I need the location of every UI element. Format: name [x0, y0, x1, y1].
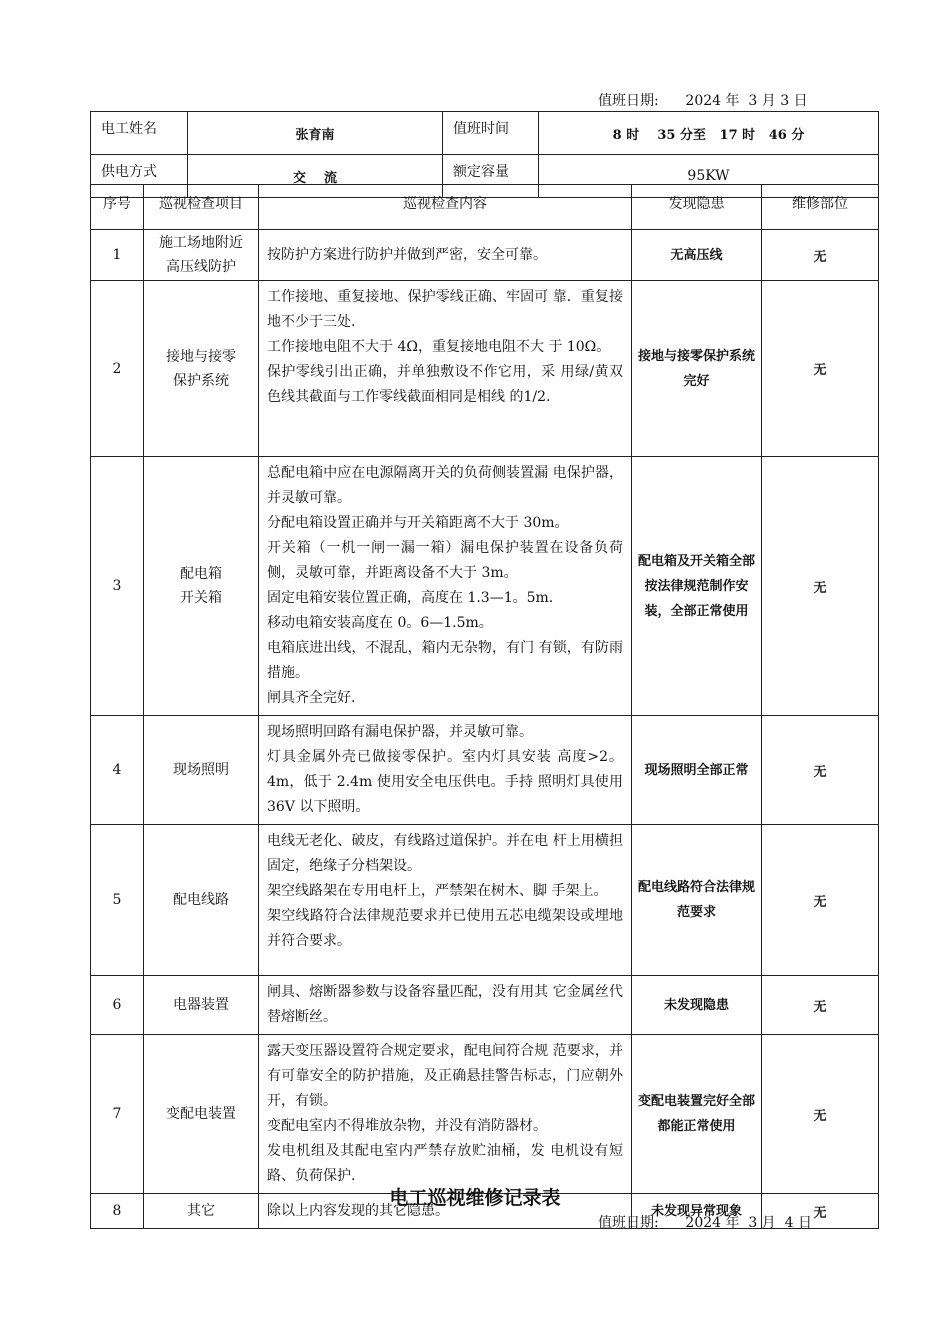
- row-content: [259, 457, 632, 716]
- content-line: 分配电箱设置正确并与开关箱距离不大于 30m。: [267, 515, 569, 531]
- duty-time-label: 值班时间: [443, 112, 539, 155]
- content-line: 电线无老化、破皮，有线路过道保护。并在电 杆上用横担固定，绝缘子分档架设。: [267, 833, 623, 874]
- row-serial: 1: [91, 230, 144, 281]
- duty-date-bottom: [598, 1212, 812, 1232]
- header-repair-location: 维修部位: [762, 185, 879, 230]
- electrician-name-label: 电工姓名: [91, 112, 188, 155]
- table-row: [91, 716, 879, 825]
- header-inspection-item: 巡视检查项目: [144, 185, 259, 230]
- row-hazard: 接地与接零保护系统完好: [632, 281, 762, 457]
- document-title: 电工巡视维修记录表: [389, 1187, 561, 1209]
- row-content: [259, 976, 632, 1035]
- row-serial: 8: [91, 1194, 144, 1229]
- row-hazard: 无高压线: [632, 230, 762, 281]
- content-line: 架空线路架在专用电杆上，严禁架在树木、脚 手架上。: [267, 883, 608, 899]
- row-serial: 7: [91, 1035, 144, 1194]
- row-content: [259, 281, 632, 457]
- row-item: 配电线路: [144, 825, 259, 976]
- row-item: 接地与接零 保护系统: [144, 281, 259, 457]
- content-line: 架空线路符合法律规范要求并已使用五芯电缆架设或埋地并符合要求。: [267, 908, 623, 949]
- table-row: [91, 281, 879, 457]
- row-hazard: 配电箱及开关箱全部按法律规范制作安装，全部正常使用: [632, 457, 762, 716]
- row-hazard: 未发现异常现象: [632, 1194, 762, 1229]
- content-line: 现场照明回路有漏电保护器，并灵敏可靠。: [267, 724, 533, 740]
- row-serial: 6: [91, 976, 144, 1035]
- content-line: 发电机组及其配电室内严禁存放贮油桶，发 电机设有短路、负荷保护.: [267, 1143, 623, 1184]
- table-row: [91, 1035, 879, 1194]
- rated-capacity-label: 额定容量: [443, 155, 539, 198]
- table-row: [91, 230, 879, 281]
- content-line: 闸具、熔断器参数与设备容量匹配，没有用其 它金属丝代替熔断丝。: [267, 984, 623, 1025]
- content-line: 变配电室内不得堆放杂物，并没有消防器材。: [267, 1118, 547, 1134]
- table-row: [91, 976, 879, 1035]
- content-line: 电箱底进出线，不混乱，箱内无杂物，有门 有锁，有防雨措施。: [267, 640, 623, 681]
- power-supply-label: 供电方式: [91, 155, 188, 198]
- row-serial: 2: [91, 281, 144, 457]
- row-serial: 4: [91, 716, 144, 825]
- row-item: 现场照明: [144, 716, 259, 825]
- content-line: 固定电箱安装位置正确，高度在 1.3—1。5m.: [267, 590, 554, 606]
- row-repair: 无: [762, 1194, 879, 1229]
- row-content: [259, 1035, 632, 1194]
- row-item: 其它: [144, 1194, 259, 1229]
- row-content: [259, 230, 632, 281]
- content-line: 灯具金属外壳已做接零保护。室内灯具安装 高度>2。4m，低于 2.4m 使用安全电压供电。手持 照明灯具使用 36V 以下照明。: [267, 749, 623, 815]
- content-line: 保护零线引出正确，并单独敷设不作它用，采 用绿/黄双色线其截面与工作零线截面相同是相线 的1/2.: [267, 364, 623, 405]
- row-item: 配电箱 开关箱: [144, 457, 259, 716]
- row-repair: 无: [762, 976, 879, 1035]
- table-row: [91, 457, 879, 716]
- header-inspection-content: 巡视检查内容: [259, 185, 632, 230]
- row-hazard: 未发现隐患: [632, 976, 762, 1035]
- row-repair: 无: [762, 716, 879, 825]
- row-repair: 无: [762, 281, 879, 457]
- content-line: 闸具齐全完好.: [267, 690, 356, 706]
- info-row-electrician: [91, 112, 879, 155]
- content-line: 除以上内容发现的其它隐患。: [267, 1202, 449, 1219]
- row-item: 变配电装置: [144, 1035, 259, 1194]
- row-repair: 无: [762, 1035, 879, 1194]
- row-repair: 无: [762, 230, 879, 281]
- duty-date-label: 值班日期:: [598, 93, 659, 109]
- power-supply-value: 交 流: [188, 155, 443, 198]
- header-hazard-found: 发现隐患: [632, 185, 762, 230]
- content-line: 移动电箱安装高度在 0。6—1.5m。: [267, 615, 493, 631]
- row-item: 施工场地附近 高压线防护: [144, 230, 259, 281]
- row-repair: 无: [762, 825, 879, 976]
- duty-date-top: [598, 90, 808, 110]
- duty-date-label: 值班日期:: [598, 1215, 659, 1231]
- inspection-table: [90, 184, 879, 1229]
- duty-date-value: 2024 年 3 月 4 日: [685, 1215, 813, 1231]
- row-item: 电器装置: [144, 976, 259, 1035]
- content-line: 总配电箱中应在电源隔离开关的负荷侧装置漏 电保护器，并灵敏可靠。: [267, 465, 623, 506]
- row-hazard: 变配电装置完好全部都能正常使用: [632, 1035, 762, 1194]
- duty-time-value: 8 时 35 分至 17 时 46 分: [539, 112, 879, 155]
- content-line: 露天变压器设置符合规定要求，配电间符合规 范要求，并有可靠安全的防护措施，及正确悬挂警告标志，门应朝外开，有锁。: [267, 1043, 623, 1109]
- rated-capacity-value: 95KW: [539, 155, 879, 198]
- inspection-header-row: [91, 185, 879, 230]
- row-hazard: 配电线路符合法律规范要求: [632, 825, 762, 976]
- content-line: 工作接地电阻不大于 4Ω，重复接地电阻不大 于 10Ω。: [267, 339, 611, 355]
- header-serial: 序号: [91, 185, 144, 230]
- row-repair: 无: [762, 457, 879, 716]
- row-serial: 5: [91, 825, 144, 976]
- content-line: 开关箱（一机一闸一漏一箱）漏电保护装置在设备负荷侧，灵敏可靠，并距离设备不大于 3m。: [267, 540, 623, 581]
- row-hazard: 现场照明全部正常: [632, 716, 762, 825]
- row-content: [259, 825, 632, 976]
- row-serial: 3: [91, 457, 144, 716]
- row-content: [259, 716, 632, 825]
- table-row: [91, 825, 879, 976]
- content-line: 按防护方案进行防护并做到严密，安全可靠。: [267, 246, 547, 263]
- content-line: 工作接地、重复接地、保护零线正确、牢固可 靠．重复接地不少于三处.: [267, 289, 623, 330]
- duty-date-value: 2024 年 3 月 3 日: [685, 93, 808, 109]
- electrician-name-value: 张育南: [188, 112, 443, 155]
